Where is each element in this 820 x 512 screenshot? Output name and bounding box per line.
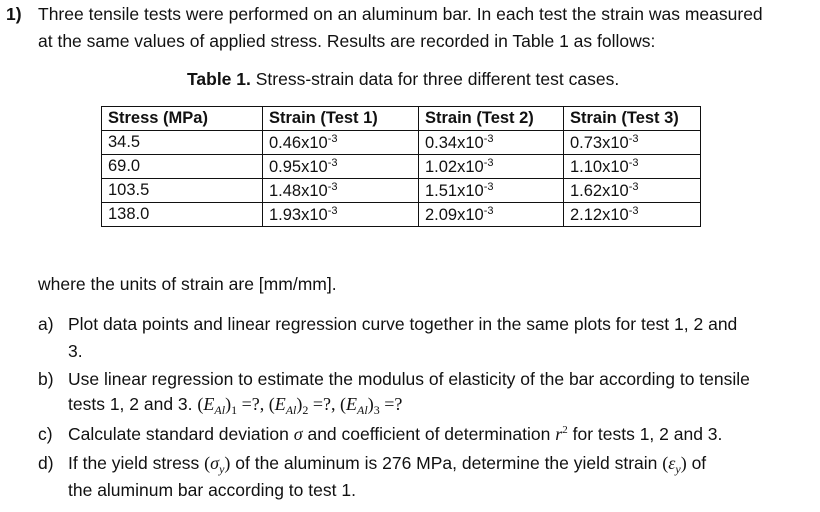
table-caption-text: Stress-strain data for three different test cases. — [250, 69, 620, 89]
yield-stress-symbol: $(\sigma_y)$ — [204, 453, 231, 476]
part-a-line2: 3. — [68, 341, 83, 361]
table-header-row — [102, 107, 701, 131]
part-d-line1: If the yield stress $(\sigma_y)$ of the aluminum is 276 MPa, determine the yield strain $(\varepsilon_y)$ of — [68, 453, 707, 476]
part-d-label: d) — [38, 453, 54, 473]
header-stress: Stress (MPa) — [102, 107, 263, 131]
part-b-line1: Use linear regression to estimate the modulus of elasticity of the bar according to tensile — [68, 369, 750, 389]
strain-cell: $1.93x10^{-3}$ — [263, 203, 419, 227]
strain-cell: $0.34x10^{-3}$ — [419, 131, 564, 155]
strain-cell: $0.73x10^{-3}$ — [564, 131, 701, 155]
table-row — [102, 131, 701, 155]
part-b-label: b) — [38, 369, 54, 389]
stress-cell: 103.5 — [102, 179, 263, 203]
stress-cell: 138.0 — [102, 203, 263, 227]
units-note: where the units of strain are [mm/mm]. — [38, 274, 337, 294]
part-d-line2: the aluminum bar according to test 1. — [68, 480, 356, 500]
strain-cell: $2.09x10^{-3}$ — [419, 203, 564, 227]
strain-cell: $1.48x10^{-3}$ — [263, 179, 419, 203]
part-c-label: c) — [38, 424, 53, 444]
stress-cell: 69.0 — [102, 155, 263, 179]
strain-cell: $0.95x10^{-3}$ — [263, 155, 419, 179]
part-b-line2-text: tests 1, 2 and 3. — [68, 394, 193, 414]
yield-strain-symbol: $(\varepsilon_y)$ — [662, 453, 687, 476]
modulus-expression: $(E_{Al})_1$ =?, $(E_{Al})_2$ =?, $(E_{Al})_3$ =? — [197, 394, 403, 417]
sigma-symbol: σ — [293, 424, 303, 444]
part-a-line1: Plot data points and linear regression curve together in the same plots for test 1, 2 and — [68, 314, 738, 334]
table-caption — [187, 69, 619, 90]
table-row — [102, 203, 701, 227]
strain-cell: $1.62x10^{-3}$ — [564, 179, 701, 203]
header-strain-test3: Strain (Test 3) — [564, 107, 701, 131]
header-strain-test2: Strain (Test 2) — [419, 107, 564, 131]
stress-strain-table — [101, 106, 701, 227]
r-squared-symbol: $r^2$ — [555, 424, 568, 444]
problem-number: 1) — [6, 4, 22, 24]
strain-cell: $1.10x10^{-3}$ — [564, 155, 701, 179]
header-strain-test1: Strain (Test 1) — [263, 107, 419, 131]
problem-intro-line1: Three tensile tests were performed on an aluminum bar. In each test the strain was measured — [38, 4, 763, 24]
part-c-line1: Calculate standard deviation σ and coefficient of determination $r^2$ for tests 1, 2 and 3. — [68, 424, 723, 444]
stress-cell: 34.5 — [102, 131, 263, 155]
problem-intro-line2: at the same values of applied stress. Results are recorded in Table 1 as follows: — [38, 31, 656, 51]
part-b-line2 — [68, 394, 402, 418]
part-a-label: a) — [38, 314, 54, 334]
table-row — [102, 155, 701, 179]
strain-cell: $1.51x10^{-3}$ — [419, 179, 564, 203]
table-body — [102, 131, 701, 227]
table-caption-label: Table 1. — [187, 69, 251, 89]
strain-cell: $2.12x10^{-3}$ — [564, 203, 701, 227]
strain-cell: $0.46x10^{-3}$ — [263, 131, 419, 155]
strain-cell: $1.02x10^{-3}$ — [419, 155, 564, 179]
table-row — [102, 179, 701, 203]
